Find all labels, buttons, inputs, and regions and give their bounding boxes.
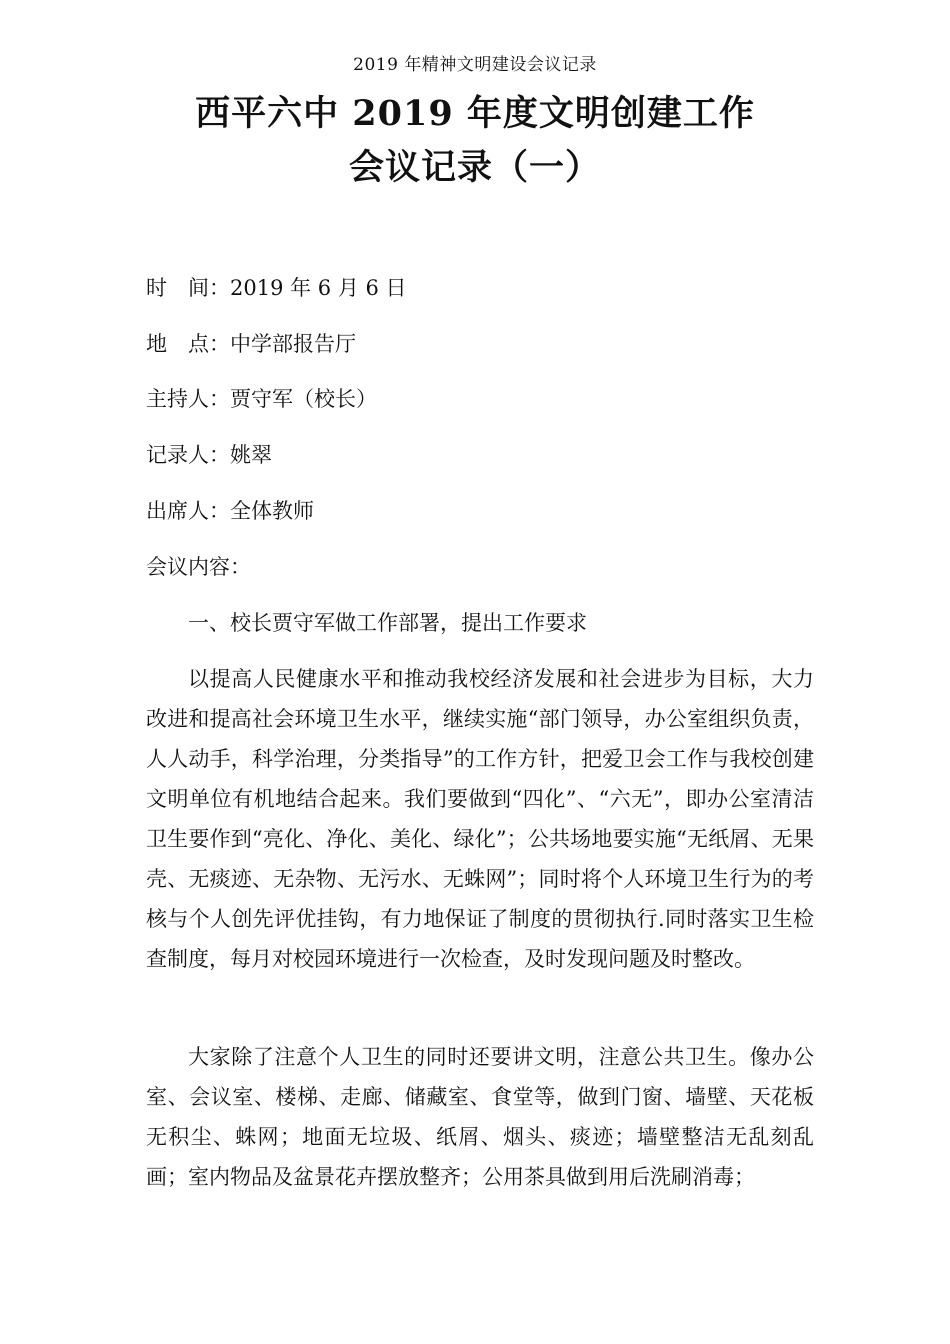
meta-attendees-value: 全体教师: [230, 499, 314, 523]
meta-host-label: 主持人：: [146, 387, 230, 411]
section-heading: 一、校长贾守军做工作部署，提出工作要求: [188, 611, 587, 635]
meta-recorder: [146, 440, 272, 470]
meta-host-value: 贾守军（校长）: [230, 387, 377, 411]
meta-time-label: 时 间：: [146, 276, 230, 300]
meta-recorder-value: 姚翠: [230, 443, 272, 467]
body-paragraph-1: 以提高人民健康水平和推动我校经济发展和社会进步为目标，大力改进和提高社会环境卫生水平，继续实施“部门领导，办公室组织负责，人人动手，科学治理，分类指导”的工作方针，把爱卫会工作与我校创建文明单位有机地结合起来。我们要做到“四化”、“六无”，即办公室清洁卫生要作到“亮化、净化、美化、绿化”；公共场地要实施“无纸屑、无果壳、无痰迹、无杂物、无污水、无蛛网”；同时将个人环境卫生行为的考核与个人创先评优挂钩，有力地保证了制度的贯彻执行.同时落实卫生检查制度，每月对校园环境进行一次检查，及时发现问题及时整改。: [146, 667, 814, 971]
body-paragraph-2: 大家除了注意个人卫生的同时还要讲文明，注意公共卫生。像办公室、会议室、楼梯、走廊、储藏室、食堂等，做到门窗、墙壁、天花板无积尘、蛛网；地面无垃圾、纸屑、烟头、痰迹；墙壁整洁无乱刻乱画；室内物品及盆景花卉摆放整齐；公用茶具做到用后洗刷消毒；: [146, 1045, 814, 1189]
document-title-line-2: 会议记录（一）: [348, 147, 601, 188]
meta-content-label: 会议内容：: [146, 555, 251, 579]
meta-time: [146, 273, 407, 303]
document-title-line-1: 西平六中 2019 年度文明创建工作: [195, 93, 755, 134]
running-header: 2019 年精神文明建设会议记录: [353, 55, 597, 75]
meta-recorder-label: 记录人：: [146, 443, 230, 467]
meta-time-value: 2019 年 6 月 6 日: [230, 276, 407, 300]
meta-attendees: [146, 496, 314, 526]
meta-place-value: 中学部报告厅: [230, 332, 356, 356]
meta-place: [146, 329, 356, 359]
meta-host: [146, 384, 377, 414]
meta-attendees-label: 出席人：: [146, 499, 230, 523]
meta-place-label: 地 点：: [146, 332, 230, 356]
